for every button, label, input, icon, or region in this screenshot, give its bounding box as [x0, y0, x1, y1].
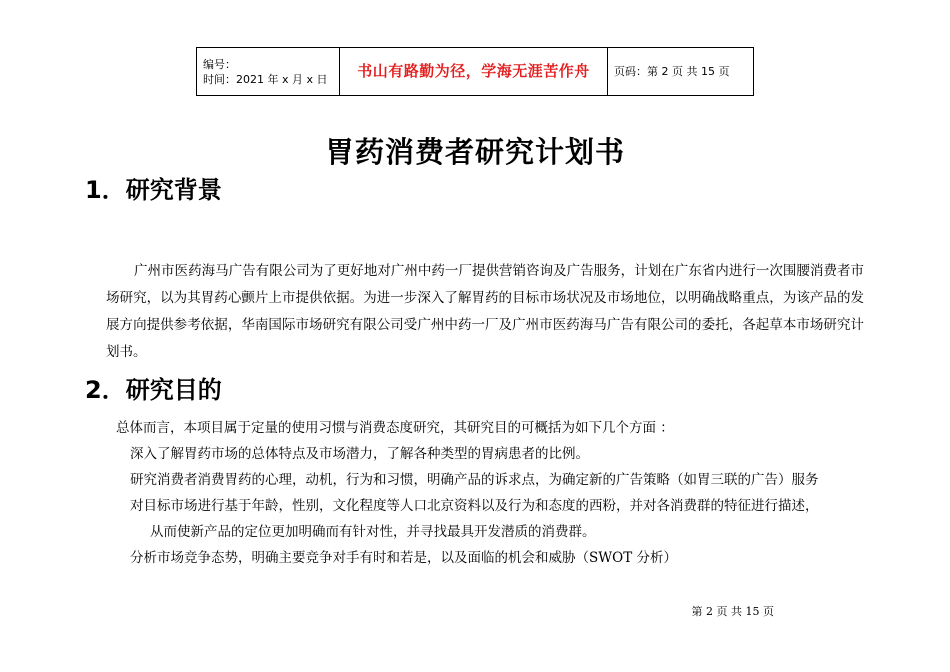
- objective-item: [130, 496, 819, 516]
- objective-item: [130, 470, 819, 490]
- document-number-label: 编号：: [203, 57, 236, 71]
- page-footer: 第 2 页 共 15 页: [691, 605, 774, 618]
- objective-item-text: 对目标市场进行基于年龄，性别，文化程度等人口北京资料以及行为和态度的西粉，并对各消费群的特征进行描述，: [130, 498, 819, 514]
- header-table: [196, 47, 754, 96]
- objective-item: [130, 444, 589, 464]
- background-paragraph: 广州市医药海马广告有限公司为了更好地对广州中药一厂提供营销咨询及广告服务，计划在广东省内进行一次围腰消费者市场研究，以为其胃药心颤片上市提供依据。为进一步深入了解胃药的目标市场状况及市场地位，以明确战略重点，为该产品的发展方向提供参考依据，华南国际市场研究有限公司受广州中药一厂及广州市医药海马广告有限公司的委托，各起草本市场研究计划书。: [106, 263, 864, 360]
- objective-item: [130, 548, 677, 568]
- objective-item-text: 分析市场竞争态势，明确主要竞争对手有时和若是，以及面临的机会和威胁（SWOT 分析）: [130, 550, 677, 566]
- document-title: 胃药消费者研究计划书: [324, 135, 625, 169]
- document-date: 时间：2021 年 x 月 x 日: [203, 72, 328, 86]
- objectives-intro: 总体而言，本项目属于定量的使用习惯与消费态度研究，其研究目的可概括为如下几个方面 ：: [116, 420, 674, 436]
- header-meta-cell: [197, 48, 340, 96]
- objective-item-text: 深入了解胃药市场的总体特点及市场潜力，了解各种类型的胃病患者的比例。: [130, 446, 589, 462]
- objective-item-text: 研究消费者消费胃药的心理，动机，行为和习惯，明确产品的诉求点，为确定新的广告策略（如胃三联的广告）服务: [130, 472, 819, 488]
- section-heading-background: 1．研究背景: [85, 176, 222, 204]
- objective-item-continuation: 从而使新产品的定位更加明确而有针对性，并寻找最具开发潜质的消费群。: [150, 524, 596, 540]
- header-page-number: 页码：第 2 页 共 15 页: [608, 48, 754, 96]
- header-motto: 书山有路勤为径，学海无涯苦作舟: [340, 48, 608, 96]
- section-heading-objectives: 2．研究目的: [85, 376, 222, 404]
